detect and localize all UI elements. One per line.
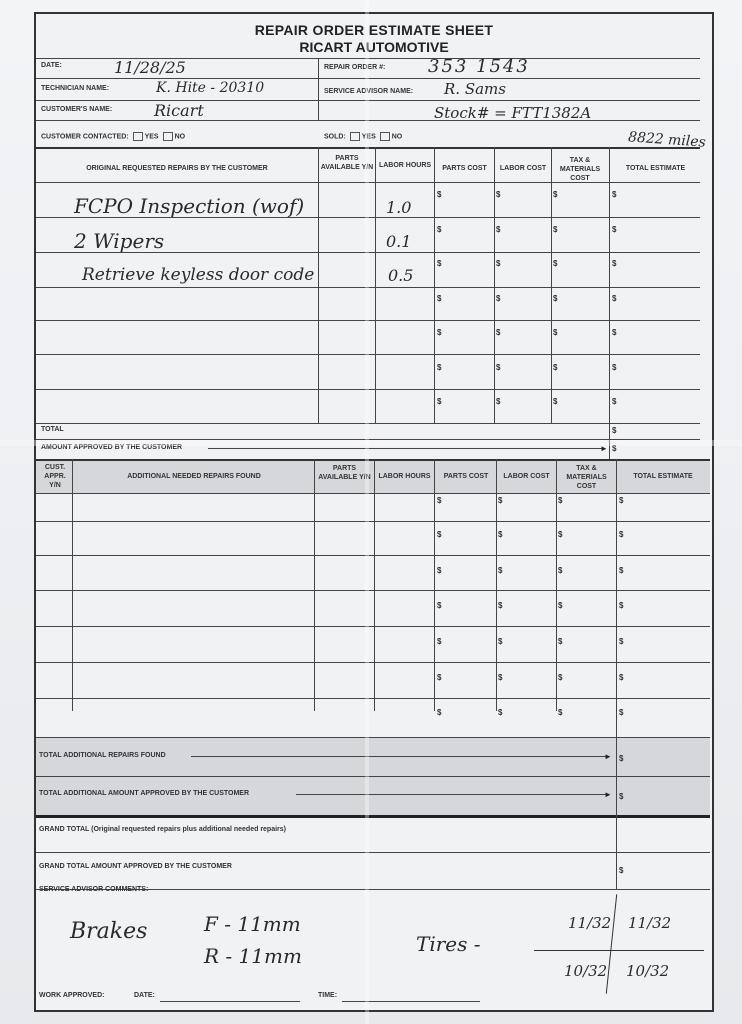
work-approved-label: WORK APPROVED: bbox=[39, 992, 105, 999]
comment-brakes-rear: R - 11mm bbox=[204, 944, 302, 968]
original-total-value: $ bbox=[612, 426, 617, 435]
repair-order-label: REPAIR ORDER #: bbox=[324, 64, 386, 71]
additional-total-header: TOTAL ESTIMATE bbox=[633, 473, 693, 480]
stock-number: Stock# = FTT1382A bbox=[434, 104, 592, 122]
footer-date-label: DATE: bbox=[134, 992, 155, 999]
original-total-label: TOTAL bbox=[41, 426, 64, 433]
original-repairs-header: ORIGINAL REQUESTED REPAIRS BY THE CUSTOMER bbox=[86, 165, 268, 172]
additional-repairs-header: ADDITIONAL NEEDED REPAIRS FOUND bbox=[127, 473, 261, 480]
labor-hours-header: LABOR HOURS bbox=[378, 162, 432, 169]
sold-label: SOLD: bbox=[324, 133, 346, 141]
amount-approved-label: AMOUNT APPROVED BY THE CUSTOMER bbox=[41, 444, 183, 451]
labor-cost-header: LABOR COST bbox=[499, 165, 547, 172]
parts-cost-header: PARTS COST bbox=[442, 165, 487, 172]
customer-value: Ricart bbox=[154, 101, 204, 120]
footer-time-label: TIME: bbox=[318, 992, 338, 999]
sold-no-checkbox[interactable] bbox=[380, 132, 390, 141]
comments-label: SERVICE ADVISOR COMMENTS: bbox=[39, 886, 149, 893]
sold bbox=[324, 132, 402, 141]
grand-total-approved-label: GRAND TOTAL AMOUNT APPROVED BY THE CUSTOMER bbox=[39, 863, 232, 870]
labor-hours-cell: 1.0 bbox=[386, 198, 412, 217]
contacted-yes-checkbox[interactable] bbox=[133, 132, 143, 141]
contacted-no-label: NO bbox=[174, 133, 186, 141]
customer-contacted-label: CUSTOMER CONTACTED: bbox=[41, 133, 129, 141]
tire-tread-front-left: 11/32 bbox=[568, 914, 612, 932]
additional-labor-cost-header: LABOR COST bbox=[503, 473, 550, 480]
cust-appr-header: CUST. APPR. Y/N bbox=[44, 464, 66, 489]
additional-tax-header: TAX & MATERIALS COST bbox=[566, 465, 607, 490]
total-additional-value: $ bbox=[619, 754, 624, 763]
total-additional-approved-label: TOTAL ADDITIONAL AMOUNT APPROVED BY THE CUSTOMER bbox=[39, 790, 250, 797]
paper-fold bbox=[0, 440, 742, 446]
customer-contacted bbox=[41, 132, 185, 141]
total-additional-approved-value: $ bbox=[619, 792, 624, 801]
comment-brakes: Brakes bbox=[70, 919, 148, 944]
tire-tread-rear-right: 10/32 bbox=[626, 962, 670, 980]
arrow-right-icon: ► bbox=[604, 752, 612, 761]
customer-label: CUSTOMER'S NAME: bbox=[41, 106, 113, 113]
technician-value: K. Hite - 20310 bbox=[156, 80, 265, 96]
contacted-no-checkbox[interactable] bbox=[163, 132, 173, 141]
parts-available-header: PARTS AVAILABLE Y/N bbox=[320, 155, 374, 171]
amount-approved-value: $ bbox=[612, 444, 617, 453]
date-value: 11/28/25 bbox=[114, 58, 186, 77]
contacted-yes-label: YES bbox=[144, 133, 159, 141]
tire-tread-front-right: 11/32 bbox=[628, 914, 672, 932]
form-title: REPAIR ORDER ESTIMATE SHEET bbox=[254, 22, 494, 38]
labor-hours-cell: 0.1 bbox=[386, 232, 412, 251]
additional-parts-cost-header: PARTS COST bbox=[443, 473, 489, 480]
technician-label: TECHNICIAN NAME: bbox=[41, 85, 110, 92]
advisor-label: SERVICE ADVISOR NAME: bbox=[324, 88, 414, 95]
tire-tread-rear-left: 10/32 bbox=[564, 962, 608, 980]
repair-order-sheet: REPAIR ORDER ESTIMATE SHEET RICART AUTOMOTIVE DATE: 11/28/25 REPAIR ORDER #: 353 1543 TECHNICIAN NAME: K. Hite - 20310 SERVICE ADVISOR NAME: R. Sams CUSTOMER'S NAME: Ricart Stock# = FTT1382A CUSTOMER CONTACTED: YES NO SOLD: YES NO 8822 miles ORIGINAL REQUESTED REPAIRS BY THE CUSTOMER PARTS AVAILABLE Y/N LABOR HOURS PARTS COST LABOR COST TAX & MATERIALS COST TOTAL ESTIMATE FCPO Inspection (wof) 1.0 2 Wipers 0.1 Retrieve keyless door code 0.5 $ $ $ $ $ $ $ $ $ $ $ $ $ $ $ $ $ $ $ $ $ $ $ $ $ $ $ $ TOTAL $ AMOUNT APPROVED BY THE CUSTOMER ► $ CUST. APPR. Y/N ADDITIONAL NEEDED REPAIRS FOUND PARTS AVAILABLE Y/N LABOR HOURS PARTS COST LABOR COST TAX & MATERIALS COST TOTAL ESTIMATE $ $ $ $ $ $ $ $ $ $ $ $ $ $ $ $ $ $ $ $ $ $ $ $ $ $ $ $ TOTAL ADDITIONAL REPAIRS FOUND ► $ TOTAL ADDITIONAL AMOUNT APPROVED BY THE CUSTOMER ► $ GRAND TOTAL (Original requested repairs plus additional needed repairs) GRAND TOTAL AMOUNT APPROVED BY THE CUSTOMER $ SERVICE ADVISOR COMMENTS: Brakes F - 11mm R - 11mm Tires - 11/32 11/32 10/32 10/32 WORK APPROVED: DATE: TIME: bbox=[34, 12, 714, 1012]
comment-tires: Tires - bbox=[416, 932, 481, 956]
repair-order-value: 353 1543 bbox=[428, 56, 530, 77]
sold-yes-checkbox[interactable] bbox=[350, 132, 360, 141]
table-row: 2 Wipers bbox=[74, 229, 165, 253]
advisor-value: R. Sams bbox=[444, 80, 506, 98]
additional-labor-hours-header: LABOR HOURS bbox=[378, 473, 431, 480]
table-row: Retrieve keyless door code bbox=[82, 265, 315, 285]
grand-total-label: GRAND TOTAL (Original requested repairs plus additional needed repairs) bbox=[39, 826, 286, 833]
mileage: 8822 miles bbox=[627, 129, 707, 151]
company-name: RICART AUTOMOTIVE bbox=[299, 39, 449, 55]
additional-parts-available-header: PARTS AVAILABLE Y/N bbox=[318, 465, 371, 481]
paper-fold bbox=[365, 0, 369, 1024]
table-row: FCPO Inspection (wof) bbox=[74, 194, 305, 218]
arrow-right-icon: ► bbox=[604, 790, 612, 799]
arrow-right-icon: ► bbox=[600, 444, 608, 453]
date-label: DATE: bbox=[41, 62, 62, 69]
labor-hours-cell: 0.5 bbox=[388, 266, 414, 285]
sold-no-label: NO bbox=[391, 133, 403, 141]
comment-brakes-front: F - 11mm bbox=[204, 912, 301, 936]
sold-yes-label: YES bbox=[361, 133, 376, 141]
tax-header: TAX & MATERIALS COST bbox=[559, 157, 601, 182]
total-additional-label: TOTAL ADDITIONAL REPAIRS FOUND bbox=[39, 752, 166, 759]
grand-total-approved-value: $ bbox=[619, 866, 624, 875]
total-estimate-header: TOTAL ESTIMATE bbox=[625, 165, 686, 172]
